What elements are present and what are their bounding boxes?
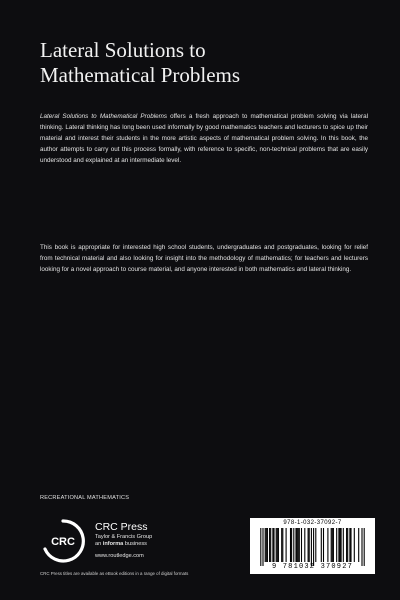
svg-text:CRC: CRC: [51, 536, 75, 548]
description-paragraph-1: [40, 111, 368, 166]
book-title-italic: Lateral Solutions to Mathematical Problems: [40, 113, 167, 120]
description-paragraph-1-text: offers a fresh approach to mathematical problem solving via lateral thinking. Lateral thinking has long been used informally by good mathematics teachers and lecturers to spice up their material and interest their students in the more artistic aspects of mathematical problem solving. In this book, the author attempts to carry out this process formally, with reference to specific, non-technical problems that are easily understood and explained at an intermediate level.: [40, 113, 368, 165]
publisher-url[interactable]: www.routledge.com: [95, 553, 144, 559]
barcode-bar: [269, 528, 270, 562]
barcode-bar: [298, 528, 299, 562]
barcode-bar: [290, 528, 291, 562]
barcode-bar: [361, 528, 362, 566]
crc-press-logo: [40, 518, 86, 564]
barcode-bar: [267, 528, 268, 562]
title-line-1: Lateral Solutions to: [40, 38, 206, 62]
barcode-bar: [272, 528, 273, 562]
barcode-bar: [364, 528, 365, 566]
barcode-bar: [278, 528, 279, 562]
ebook-footnote: CRC Press titles are available as eBook editions in a range of digital formats: [40, 571, 189, 576]
barcode-bar: [309, 528, 310, 562]
barcode-bar: [321, 528, 322, 562]
barcode-bar: [266, 528, 267, 562]
series-label: RECREATIONAL MATHEMATICS: [40, 495, 130, 501]
barcode-bar: [354, 528, 355, 562]
barcode-bar: [276, 528, 277, 562]
barcode-bar: [291, 528, 292, 562]
barcode-bar: [331, 528, 332, 562]
publisher-block: [95, 521, 152, 562]
barcode-bar: [260, 528, 261, 566]
book-title: [40, 38, 370, 88]
barcode-bar: [315, 528, 316, 562]
barcode-bar: [299, 528, 300, 562]
barcode-bar: [332, 528, 333, 562]
publisher-informa-line: an informa business: [95, 541, 147, 547]
title-line-2: Mathematical Problems: [40, 63, 241, 87]
barcode-bar: [323, 528, 324, 562]
barcode-bar: [350, 528, 351, 562]
barcode-bar: [333, 528, 334, 562]
barcode-bar: [338, 528, 339, 562]
publisher-group: Taylor & Francis Group: [95, 534, 153, 540]
barcode-bar: [273, 528, 274, 562]
barcode-bar: [339, 528, 340, 562]
publisher-name: CRC Press: [95, 521, 148, 533]
barcode-bar: [304, 528, 305, 562]
barcode-bar: [277, 528, 278, 562]
barcode-bar: [301, 528, 302, 562]
barcode-bar: [358, 528, 359, 562]
isbn-number: 978-1-032-37092-7: [283, 520, 342, 526]
barcode-bar: [349, 528, 350, 562]
barcode-bar: [311, 528, 312, 566]
ean-number: 9 781032 370927: [271, 563, 353, 571]
barcode-bar: [327, 528, 328, 562]
barcode-bar: [346, 528, 347, 562]
barcode-bar: [295, 528, 296, 562]
barcode-bar: [286, 528, 287, 562]
barcode-bar: [336, 528, 337, 562]
barcode-bar: [262, 528, 263, 566]
barcode-bar: [281, 528, 282, 562]
isbn-barcode: [250, 518, 375, 574]
description-paragraph-2: This book is appropriate for interested high school students, undergraduates and postgraduates, looking for relief from technical material and also looking for insight into the methodology of mathematics; for teachers and lecturers looking for a novel approach to course material, and anyone interested in both mathematics and lateral thinking.: [40, 244, 368, 274]
barcode-bar: [265, 528, 266, 562]
barcode-bar: [270, 528, 271, 562]
barcode-bar: [343, 528, 344, 562]
barcode-bar: [297, 528, 298, 562]
barcode-bar: [347, 528, 348, 562]
barcode-bar: [282, 528, 283, 562]
barcode-bar: [293, 528, 294, 562]
barcode-bar: [308, 528, 309, 562]
barcode-bar: [313, 528, 314, 566]
barcode-bar: [341, 528, 342, 562]
